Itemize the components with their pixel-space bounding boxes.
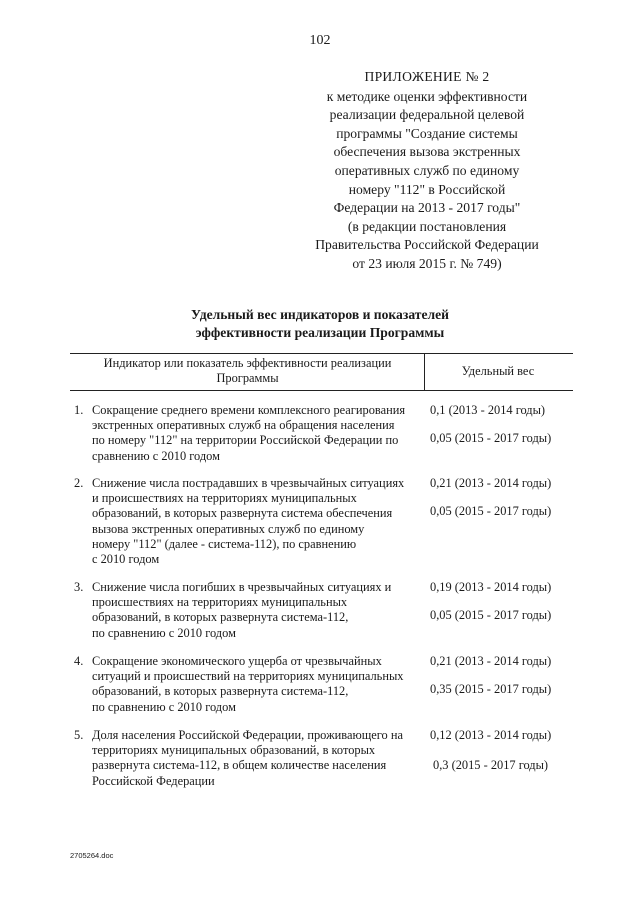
- row-number: 4.: [74, 654, 84, 668]
- row-text-line: Сокращение экономического ущерба от чрезвычайных: [92, 654, 382, 668]
- appendix-block: [292, 68, 562, 274]
- row-weight-2013-2014: 0,21 (2013 - 2014 годы): [430, 476, 552, 490]
- appendix-line: программы "Создание системы: [336, 125, 518, 141]
- row-text-line: сравнению с 2010 годом: [92, 448, 220, 463]
- row-indicator-text: [92, 403, 418, 464]
- row-weight-2015-2017: 0,35 (2015 - 2017 годы): [430, 682, 552, 696]
- row-weight-2015-2017: 0,05 (2015 - 2017 годы): [430, 504, 552, 518]
- document-title-line: эффективности реализации Программы: [195, 325, 445, 340]
- row-weight-2013-2014: 0,21 (2013 - 2014 годы): [430, 654, 552, 668]
- footer-filename: 2705264.doc: [70, 851, 114, 860]
- row-text-line: развернута система-112, в общем количестве населения: [92, 758, 387, 773]
- row-text-line: образований, в которых развернута система-112,: [92, 684, 349, 699]
- appendix-line: Федерации на 2013 - 2017 годы": [333, 200, 521, 216]
- appendix-line: номеру "112" в Российской: [348, 181, 506, 197]
- row-text-line: образований, в которых развернута система обеспечения: [92, 506, 393, 521]
- table-header-indicator: [80, 356, 415, 386]
- row-number: 3.: [74, 580, 84, 594]
- row-weight-2015-2017: 0,3 (2015 - 2017 годы): [433, 758, 549, 772]
- document-title: [0, 306, 640, 342]
- row-weight-2013-2014: 0,12 (2013 - 2014 годы): [430, 728, 552, 742]
- appendix-line: обеспечения вызова экстренных: [333, 144, 521, 160]
- row-text-line: вызова экстренных оперативных служб по единому: [92, 521, 365, 536]
- row-weight-2013-2014: 0,19 (2013 - 2014 годы): [430, 580, 552, 594]
- table-header-indicator-line: Индикатор или показатель эффективности реализации: [103, 356, 392, 370]
- appendix-line: к методике оценки эффективности: [326, 88, 528, 104]
- row-weight-2015-2017: 0,05 (2015 - 2017 годы): [430, 431, 552, 445]
- row-indicator-text: [92, 476, 418, 567]
- row-indicator-text: [92, 654, 418, 715]
- row-number: 5.: [74, 728, 84, 742]
- row-text-line: по сравнению с 2010 годом: [92, 699, 236, 714]
- row-text-line: по номеру "112" на территории Российской Федерации по: [92, 433, 399, 448]
- appendix-line: реализации федеральной целевой: [329, 107, 525, 123]
- table-top-border: [70, 353, 573, 354]
- row-text-line: ситуаций и происшествий на территориях муниципальных: [92, 669, 404, 684]
- table-header-weight: Удельный вес: [461, 364, 535, 378]
- appendix-line: (в редакции постановления: [347, 218, 507, 234]
- row-text-line: происшествиях на территориях муниципальных: [92, 595, 348, 610]
- row-text-line: образований, в которых развернута система-112,: [92, 610, 349, 625]
- row-text-line: экстренных оперативных служб на обращения населения: [92, 418, 395, 433]
- appendix-line: Правительства Российской Федерации: [315, 237, 539, 253]
- row-text-line: Российской Федерации: [92, 773, 215, 788]
- row-number: 2.: [74, 476, 84, 490]
- row-number: 1.: [74, 403, 84, 417]
- table-header-border: [70, 390, 573, 391]
- row-indicator-text: [92, 728, 418, 789]
- document-title-line: Удельный вес индикаторов и показателей: [191, 307, 449, 322]
- row-weight-2015-2017: 0,05 (2015 - 2017 годы): [430, 608, 552, 622]
- row-text-line: Доля населения Российской Федерации, проживающего на: [92, 728, 403, 742]
- row-indicator-text: [92, 580, 418, 641]
- table-header-indicator-line: Программы: [216, 371, 279, 385]
- page-number: 102: [309, 33, 331, 48]
- row-text-line: номеру "112" (далее - система-112), по сравнению: [92, 536, 357, 551]
- appendix-title: ПРИЛОЖЕНИЕ № 2: [364, 69, 490, 84]
- row-text-line: территориях муниципальных образований, в которых: [92, 743, 376, 758]
- row-text-line: и происшествиях на территориях муниципальных: [92, 491, 357, 506]
- appendix-line: от 23 июля 2015 г. № 749): [352, 255, 502, 271]
- row-text-line: с 2010 годом: [92, 552, 160, 567]
- row-text-line: по сравнению с 2010 годом: [92, 625, 236, 640]
- row-text-line: Снижение числа пострадавших в чрезвычайных ситуациях: [92, 476, 405, 490]
- table-column-divider: [424, 353, 425, 390]
- row-text-line: Снижение числа погибших в чрезвычайных ситуациях и: [92, 580, 392, 594]
- row-text-line: Сокращение среднего времени комплексного реагирования: [92, 403, 406, 417]
- appendix-line: оперативных служб по единому: [334, 162, 520, 178]
- row-weight-2013-2014: 0,1 (2013 - 2014 годы): [430, 403, 546, 417]
